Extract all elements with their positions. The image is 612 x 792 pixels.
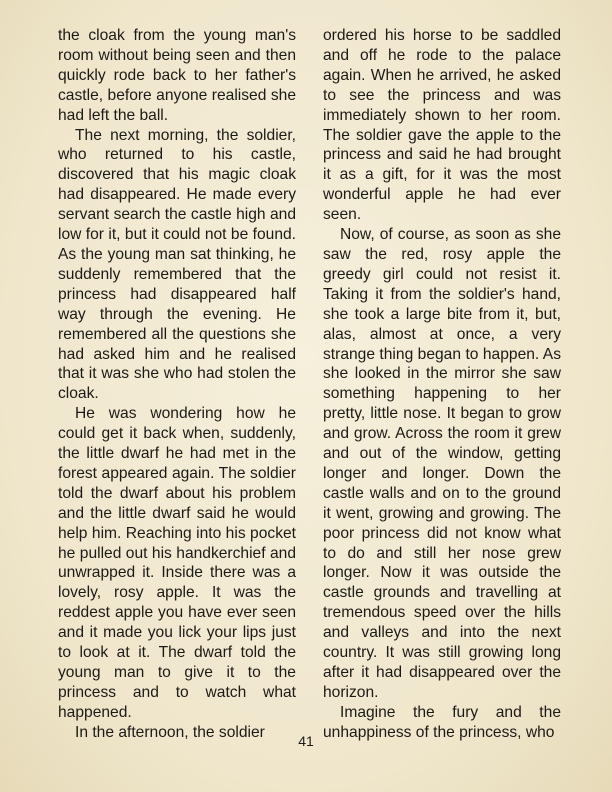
paragraph: Imagine the fury and the unhappiness of the princess, who <box>323 703 561 741</box>
paragraph: He was wondering how he could get it back when, suddenly, the little dwarf he had met in the forest appeared again. The soldier told the dwarf about his problem and the little dwarf said he would help him. Reaching into his pocket he pulled out his handkerchief and unwrapped it. Inside there was a lovely, rosy apple. It was the reddest apple you have ever seen and it made you lick your lips just to look at it. The dwarf told the young man to give it to the princess and to watch what happened. <box>58 405 296 721</box>
paragraph: the cloak from the young man's room without being seen and then quickly rode back to her father's castle, before anyone realised she had left the ball. <box>58 27 296 124</box>
right-text-column <box>323 26 561 743</box>
paragraph: ordered his horse to be saddled and off he rode to the palace again. When he arrived, he asked to see the princess and was immediately shown to her room. The soldier gave the apple to the princess and said he had brought it as a gift, for it was the most wonderful apple he had ever seen. <box>323 27 561 224</box>
left-text-column <box>58 26 296 743</box>
paragraph: The next morning, the soldier, who returned to his castle, discovered that his magic cloak had disappeared. He made every servant search the castle high and low for it, but it could not be found. As the young man sat thinking, he suddenly remembered that the princess had disappeared half way through the evening. He remembered all the questions she had asked him and he realised that it was she who had stolen the cloak. <box>58 126 296 403</box>
page-number: 41 <box>298 733 314 749</box>
paragraph: In the afternoon, the soldier <box>75 723 265 741</box>
paragraph: Now, of course, as soon as she saw the red, rosy apple the greedy girl could not resist it. Taking it from the soldier's hand, she took a large bite from it, but, alas, almost at once, a very strange thing began to happen. As she looked in the mirror she saw something happening to her pretty, little nose. It began to grow and grow. Across the room it grew and out of the window, getting longer and longer. Down the castle walls and on to the ground it went, growing and growing. The poor princess did not know what to do and still her nose grew longer. Now it was outside the castle grounds and travelling at tremendous speed over the hills and valleys and into the next country. It was still growing long after it had disappeared over the horizon. <box>323 226 561 701</box>
